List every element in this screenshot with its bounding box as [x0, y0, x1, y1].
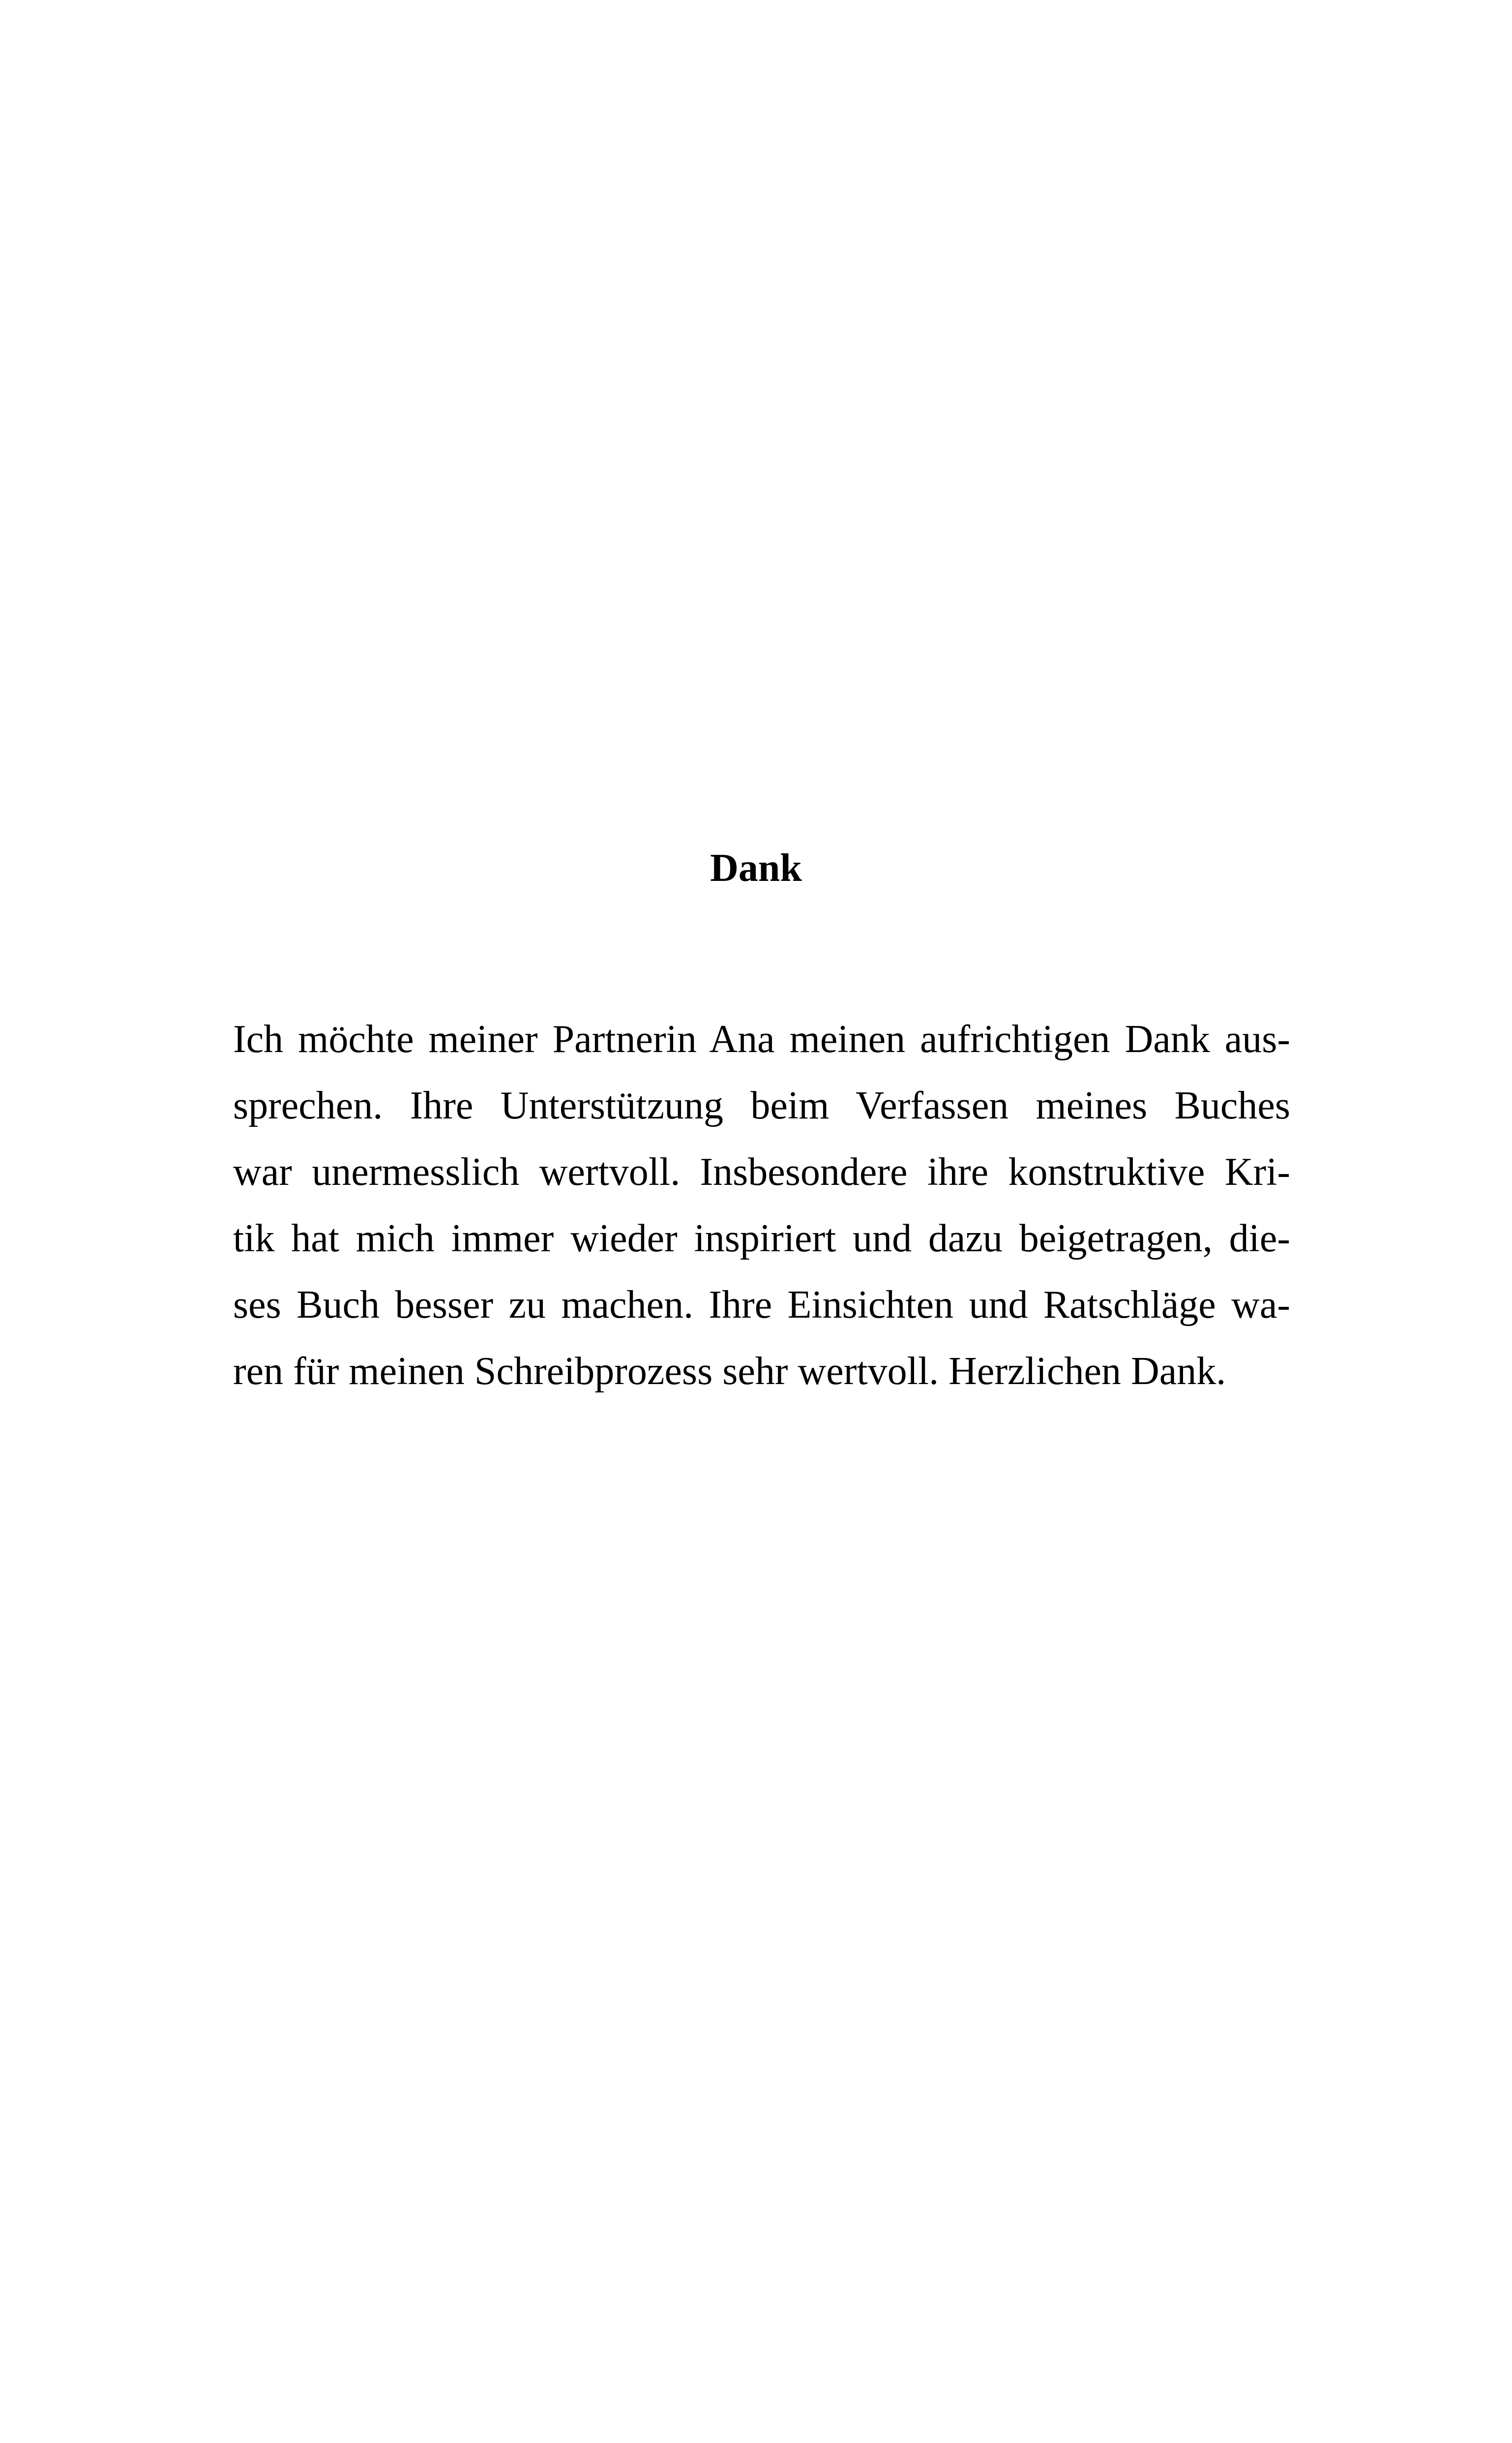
- paragraph-line: Ich möchte meiner Partnerin Ana meinen aufrichtigen Dank aus-: [233, 1018, 1290, 1061]
- paragraph-line: war unermesslich wertvoll. Insbesondere ihre konstruktive Kri-: [233, 1150, 1290, 1194]
- paragraph-line: tik hat mich immer wieder inspiriert und dazu beigetragen, die-: [233, 1217, 1290, 1260]
- acknowledgement-paragraph: [233, 1006, 1290, 1405]
- paragraph-line: ses Buch besser zu machen. Ihre Einsichten und Ratschläge wa-: [233, 1283, 1290, 1327]
- paragraph-line: ren für meinen Schreibprozess sehr wertvoll. Herzlichen Dank.: [233, 1350, 1226, 1393]
- paragraph-line: sprechen. Ihre Unterstützung beim Verfassen meines Buches: [233, 1084, 1290, 1127]
- page-title: Dank: [710, 846, 802, 890]
